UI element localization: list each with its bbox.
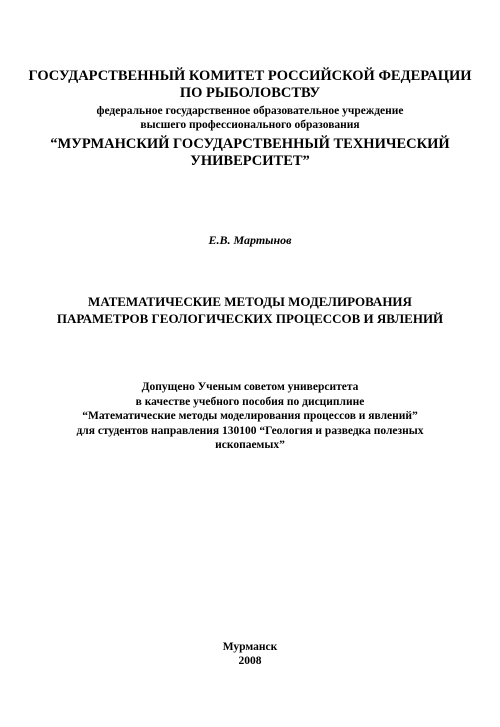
approval-line-2: в качестве учебного пособия по дисциплине	[135, 395, 365, 408]
document-title	[0, 293, 500, 327]
approval-line-3: “Математические методы моделирования процессов и явлений”	[82, 410, 418, 422]
author-line: Е.В. Мартынов	[208, 233, 292, 247]
approval-line-5: ископаемых”	[215, 439, 285, 451]
publication-info	[0, 640, 500, 668]
committee-heading	[0, 68, 500, 102]
approval-line-4: для студентов направления 130100 “Геология и разведка полезных	[76, 424, 424, 437]
institution-type	[0, 104, 500, 132]
institution-line-2: высшего профессионального образования	[140, 119, 360, 131]
approval-note	[0, 380, 500, 453]
title-line-2: ПАРАМЕТРОВ ГЕОЛОГИЧЕСКИХ ПРОЦЕССОВ И ЯВЛЕНИЙ	[56, 311, 444, 326]
university-name	[0, 136, 500, 170]
university-line-1: “МУРМАНСКИЙ ГОСУДАРСТВЕННЫЙ ТЕХНИЧЕСКИЙ	[50, 136, 450, 152]
institution-line-1: федеральное государственное образовательное учреждение	[96, 105, 404, 117]
approval-line-1: Допущено Ученым советом университета	[141, 381, 359, 393]
publication-city: Мурманск	[222, 641, 278, 653]
committee-line-2: ПО РЫБОЛОВСТВУ	[179, 85, 321, 101]
title-line-1: МАТЕМАТИЧЕСКИЕ МЕТОДЫ МОДЕЛИРОВАНИЯ	[88, 294, 412, 309]
publication-year: 2008	[238, 655, 262, 667]
author-name	[0, 233, 500, 247]
university-line-2: УНИВЕРСИТЕТ”	[190, 153, 310, 169]
committee-line-1: ГОСУДАРСТВЕННЫЙ КОМИТЕТ РОССИЙСКОЙ ФЕДЕРАЦИИ	[28, 68, 472, 84]
